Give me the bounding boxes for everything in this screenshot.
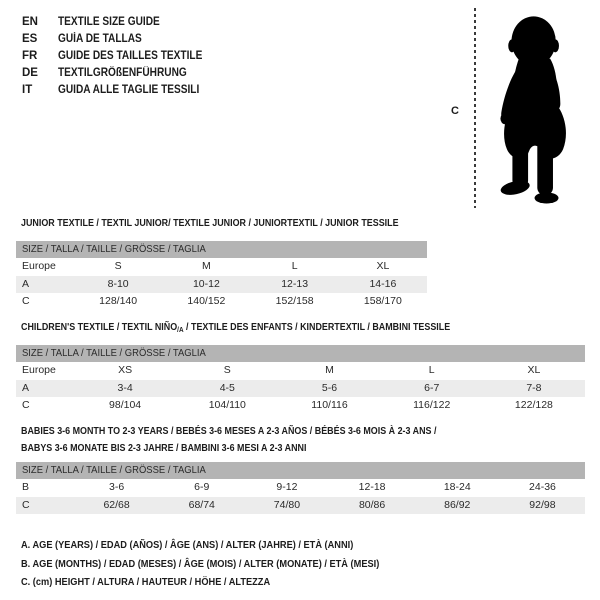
value-cell: XL (527, 364, 541, 376)
value-cell: 14-16 (369, 277, 397, 290)
language-code: FR (22, 50, 38, 62)
value-cell: XS (118, 364, 133, 376)
value-cell: S (114, 260, 122, 272)
value-cell: 74/80 (273, 498, 301, 511)
language-row-it (22, 82, 222, 99)
row-label: A (22, 381, 30, 394)
row-label: C (22, 399, 30, 411)
footnote-height-cm: C. (cm) HEIGHT / ALTURA / HAUTEUR / HÖHE / ALTEZZA (21, 576, 271, 588)
babies-table-title (21, 423, 436, 457)
row-label: Europe (22, 364, 56, 376)
footnote-legend (21, 536, 428, 592)
value-cell: 122/128 (514, 399, 553, 411)
row-label: Europe (22, 260, 56, 272)
language-row-es (22, 31, 222, 48)
value-cell: 68/74 (188, 498, 215, 511)
junior-table-title-text: JUNIOR TEXTILE / TEXTIL JUNIOR/ TEXTILE JUNIOR / JUNIORTEXTIL / JUNIOR TESSILE (21, 217, 399, 229)
value-cell: 5-6 (321, 381, 338, 394)
row-label: C (22, 498, 30, 511)
language-title: TEXTILE SIZE GUIDE (58, 16, 160, 28)
value-cell: XL (376, 260, 390, 272)
value-cell: 80/86 (358, 498, 386, 511)
value-cell: 92/98 (529, 498, 556, 511)
value-cell: 3-6 (108, 481, 125, 493)
value-cell: 7-8 (526, 381, 542, 394)
language-title: GUÍA DE TALLAS (58, 33, 142, 45)
value-cell: 62/68 (103, 498, 130, 511)
language-title: TEXTILGRÖßENFÜHRUNG (58, 67, 187, 79)
value-cell: 18-24 (443, 481, 471, 493)
value-cell: 86/92 (444, 498, 471, 511)
value-cell: 98/104 (109, 399, 142, 411)
size-header-text: SIZE / TALLA / TAILLE / GRÖSSE / TAGLIA (22, 347, 206, 359)
row-label: C (22, 295, 30, 307)
value-cell: S (223, 364, 231, 376)
value-cell: L (428, 364, 435, 376)
value-cell: 12-18 (358, 481, 386, 493)
language-code: IT (22, 84, 33, 96)
children-table-title (21, 319, 450, 338)
table-row-age (16, 276, 427, 294)
junior-table-title (21, 215, 399, 232)
size-header-bar (16, 241, 427, 258)
table-row-age (16, 380, 585, 398)
value-cell: 6-9 (194, 481, 210, 493)
language-row-fr (22, 48, 222, 65)
babies-size-table (16, 462, 585, 514)
value-cell: L (291, 260, 298, 272)
baby-figure-group (440, 0, 600, 215)
footnote-age-years: A. AGE (YEARS) / EDAD (AÑOS) / ÂGE (ANS) / ALTER (JAHRE) / ETÀ (ANNI) (21, 539, 354, 551)
table-row-height (16, 397, 585, 415)
language-code: EN (22, 16, 38, 28)
row-label: B (22, 481, 30, 493)
language-title: GUIDE DES TAILLES TEXTILE (58, 50, 203, 62)
value-cell: 140/152 (187, 295, 226, 307)
table-row-height (16, 497, 585, 515)
height-measure-dashed-line (474, 8, 476, 208)
value-cell: 4-5 (219, 381, 235, 394)
language-title: GUIDA ALLE TAGLIE TESSILI (58, 84, 200, 96)
footnote-age-months: B. AGE (MONTHS) / EDAD (MESES) / ÂGE (MOIS) / ALTER (MONATE) / ETÀ (MESI) (21, 557, 380, 570)
size-header-text: SIZE / TALLA / TAILLE / GRÖSSE / TAGLIA (22, 464, 206, 476)
baby-silhouette-icon (482, 9, 588, 209)
size-header-text: SIZE / TALLA / TAILLE / GRÖSSE / TAGLIA (22, 243, 206, 255)
babies-table-title-line1: BABIES 3-6 MONTH TO 2-3 YEARS / BEBÉS 3-6 MESES A 2-3 AÑOS / BÉBÉS 3-6 MOIS À 2-3 ANS / (21, 425, 437, 437)
value-cell: 9-12 (276, 481, 298, 493)
language-code: DE (22, 67, 38, 79)
language-row-de (22, 65, 222, 82)
value-cell: 110/116 (311, 399, 348, 411)
babies-table-title-line2: BABYS 3-6 MONATE BIS 2-3 JAHRE / BAMBINI 3-6 MESI A 2-3 ANNI (21, 442, 307, 454)
value-cell: 12-13 (281, 277, 309, 290)
table-row-europe (16, 362, 585, 380)
table-row-europe (16, 258, 427, 276)
language-code: ES (22, 33, 38, 45)
value-cell: 24-36 (529, 481, 556, 493)
value-cell: 128/140 (99, 295, 138, 307)
value-cell: 6-7 (424, 381, 440, 394)
value-cell: 8-10 (107, 277, 129, 290)
language-title-list (22, 14, 222, 99)
table-row-months (16, 479, 585, 497)
junior-size-table (16, 241, 427, 311)
table-row-height (16, 293, 427, 311)
value-cell: 158/170 (363, 295, 402, 307)
row-label: A (22, 277, 30, 290)
value-cell: M (325, 364, 334, 376)
value-cell: 10-12 (192, 277, 220, 290)
language-row-en (22, 14, 222, 31)
value-cell: M (202, 260, 211, 272)
value-cell: 104/110 (208, 399, 246, 411)
size-header-bar (16, 345, 585, 362)
children-table-title-subscript: /A (177, 325, 184, 334)
size-header-bar (16, 462, 585, 479)
children-size-table (16, 345, 585, 415)
children-table-title-text: CHILDREN'S TEXTILE / TEXTIL NIÑO (21, 321, 178, 333)
value-cell: 152/158 (275, 295, 314, 307)
value-cell: 116/122 (413, 399, 451, 411)
children-table-title-text: / TEXTILE DES ENFANTS / KINDERTEXTIL / BAMBINI TESSILE (183, 321, 451, 333)
value-cell: 3-4 (117, 381, 133, 394)
height-measure-label: C (451, 105, 459, 117)
